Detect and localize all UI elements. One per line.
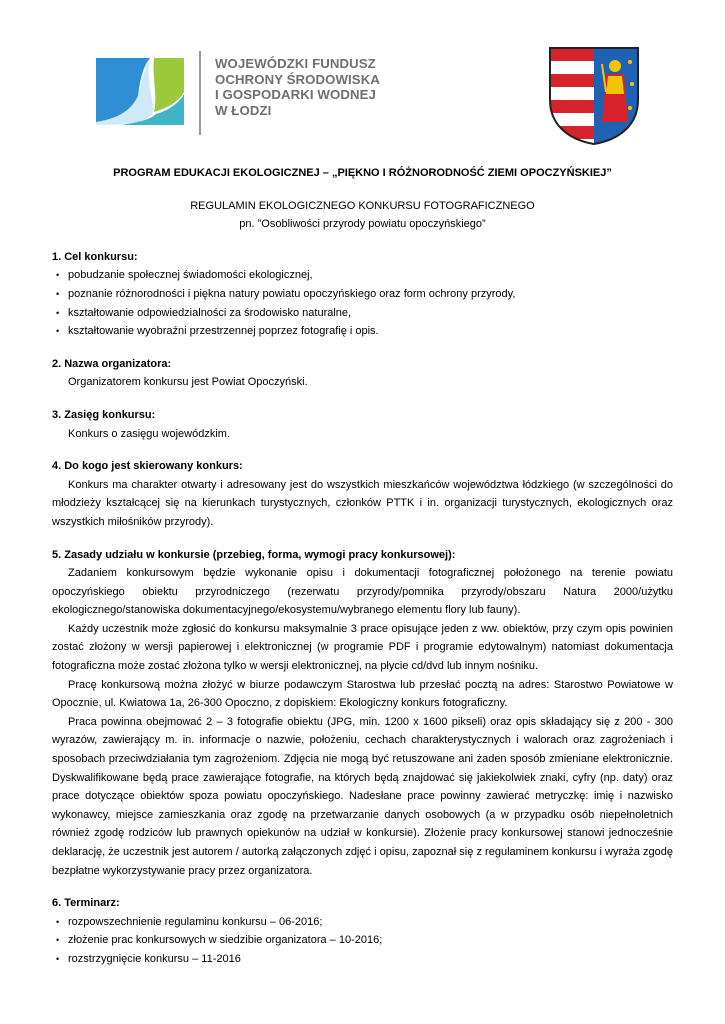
document-body [52, 164, 673, 969]
coat-of-arms [548, 44, 640, 146]
org-name-line: I GOSPODARKI WODNEJ [215, 87, 376, 103]
schedule-list [52, 913, 673, 969]
list-item: • kształtowanie wyobraźni przestrzennej poprzez fotografię i opis. [52, 322, 673, 341]
section-heading: 6. Terminarz: [52, 897, 120, 910]
section-text: Konkurs o zasięgu wojewódzkim. [68, 427, 231, 440]
list-item: • pobudzanie społecznej świadomości ekologicznej, [52, 266, 673, 285]
section-heading: 4. Do kogo jest skierowany konkurs: [52, 460, 243, 473]
paragraph: Praca powinna obejmować 2 – 3 fotografie obiektu (JPG, min. 1200 x 1600 pikseli) oraz opis składający się z 200 - 300 wyrazów, zawierający m. in. informacje o nazwie, położeniu, cechach charakterystycznych i walorach oraz zagrożeniach i sposobach przeciwdziałania tym zagrożeniom. Zdjęcia nie mogą być retuszowane ani żaden sposób zmieniane elektronicznie. Dyskwalifikowane będą prace zawierające fotografie, na których będą znajdować się jakiekolwiek znaki, cyfry (np. daty) oraz prace dotyczące obiektów spoza powiatu opoczyńskiego. Nadesłane prace powinny zawierać metryczkę: imię i nazwisko wykonawcy, miejsce zamieszkania oraz zgodę na przetwarzanie danych osobowych (a w przypadku osób niepełnoletnich również zgodę rodziców lub prawnych opiekunów na udział w konkursie). Złożenie pracy konkursowej stanowi jednocześnie deklarację, że uczestnik jest autorem / autorką załączonych zdjęć i opisu, zapoznał się z regulaminem konkursu i wyraża zgodę bezpłatne wykorzystywanie pracy przez organizatora. [52, 715, 673, 877]
wfosigw-logo [92, 52, 188, 128]
document-title: PROGRAM EDUKACJI EKOLOGICZNEJ – „PIĘKNO I RÓŻNORODNOŚĆ ZIEMI OPOCZYŃSKIEJ” [113, 167, 612, 179]
subtitle-line: REGULAMIN EKOLOGICZNEGO KONKURSU FOTOGRAFICZNEGO [190, 199, 535, 212]
list-item: • rozstrzygnięcie konkursu – 11-2016 [52, 950, 673, 969]
list-item: • złożenie prac konkursowych w siedzibie organizatora – 10-2016; [52, 931, 673, 950]
org-name-line: W ŁODZI [215, 102, 272, 118]
section-heading: 3. Zasięg konkursu: [52, 408, 156, 421]
section-text: Konkurs ma charakter otwarty i adresowany jest do wszystkich mieszkańców województwa łódzkiego (w szczególności do młodzieży kształcącej się na kierunkach turystycznych, członków PTTK i in. organizacji turystycznych, ekologicznych oraz wszystkich miłośników przyrody). [52, 478, 673, 528]
list-item: • kształtowanie odpowiedzialności za środowisko naturalne, [52, 304, 673, 323]
list-item: • poznanie różnorodności i piękna natury powiatu opoczyńskiego oraz form ochrony przyrody, [52, 285, 673, 304]
paragraph: Zadaniem konkursowym będzie wykonanie opisu i dokumentacji fotograficznej położonego na terenie powiatu opoczyńskiego obiektu przyrodniczego (rezerwatu przyrody/pomnika przyrody/obszaru Natura 2000/użytku ekologicznego/stanowiska dokumentacyjnego/ekosystemu/wybranego elementu flory lub fauny). [52, 567, 673, 617]
section-heading: 1. Cel konkursu: [52, 250, 138, 263]
list-item: • rozpowszechnienie regulaminu konkursu – 06-2016; [52, 913, 673, 932]
logo-divider [199, 51, 201, 135]
subtitle-line: pn. ”Osobliwości przyrody powiatu opoczyńskiego” [239, 218, 486, 231]
org-name [215, 56, 380, 118]
paragraph: Każdy uczestnik może zgłosić do konkursu maksymalnie 3 prace opisujące jeden z ww. obiektów, przy czym opis powinien zostać złożony w wersji papierowej i elektronicznej (w programie PDF i programie edytowalnym) natomiast dokumentacja fotograficzna może zostać złożona tylko w wersji elektronicznej, na płycie cd/dvd lub innym nośniku. [52, 622, 673, 673]
document-header [0, 38, 725, 148]
section-heading: 2. Nazwa organizatora: [52, 357, 172, 370]
org-name-line: WOJEWÓDZKI FUNDUSZ [215, 56, 376, 71]
section-heading: 5. Zasady udziału w konkursie (przebieg, forma, wymogi pracy konkursowej): [52, 548, 456, 561]
section-text: Organizatorem konkursu jest Powiat Opoczyński. [68, 376, 308, 389]
paragraph: Pracę konkursową można złożyć w biurze podawczym Starostwa lub przesłać pocztą na adres: Starostwo Powiatowe w Opocznie, ul. Kwiatowa 1a, 26-300 Opoczno, z dopiskiem: Ekologiczny konkurs fotograficzny. [52, 678, 673, 710]
document-subtitle [52, 197, 673, 234]
org-name-line: OCHRONY ŚRODOWISKA [215, 71, 380, 87]
goals-list [52, 266, 673, 340]
